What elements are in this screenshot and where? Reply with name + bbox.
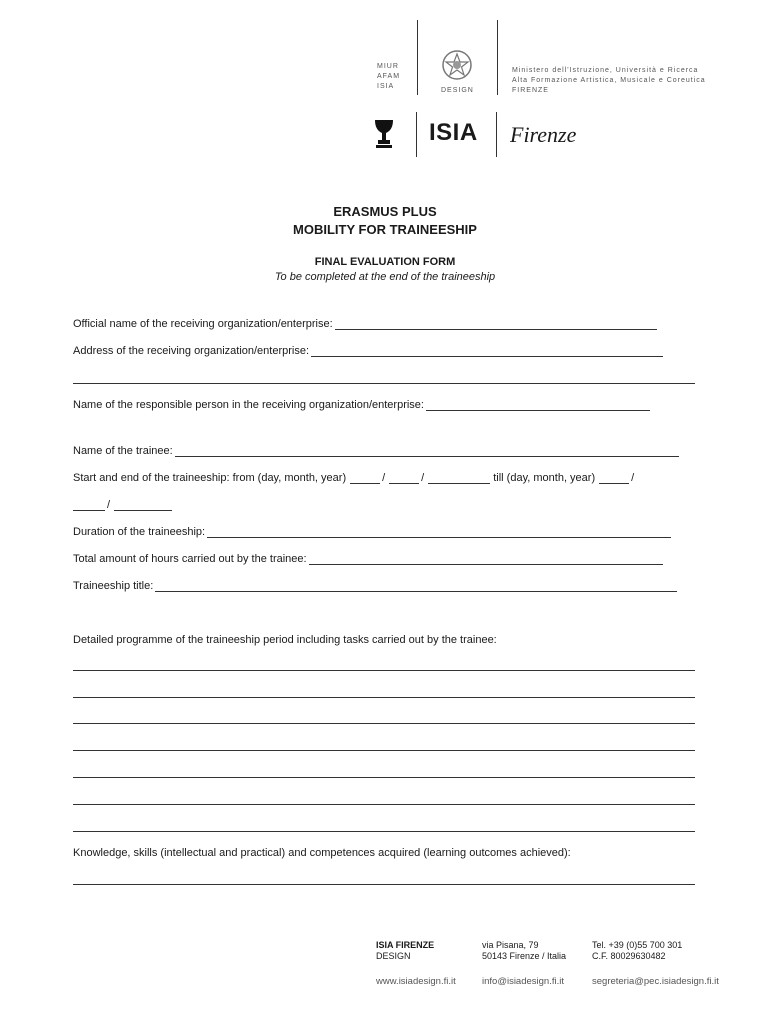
input-hours[interactable]	[309, 563, 663, 565]
label-trainee: Name of the trainee:	[73, 445, 173, 457]
input-address[interactable]	[311, 355, 663, 357]
label-programme: Detailed programme of the traineeship period including tasks carried out by the trainee:	[73, 634, 497, 646]
field-programme	[73, 634, 497, 646]
form-subtitle: To be completed at the end of the traineeship	[274, 271, 496, 283]
label-address: Address of the receiving organization/enterprise:	[73, 345, 310, 357]
input-address-line2[interactable]	[73, 383, 695, 384]
input-start-day[interactable]	[350, 482, 380, 484]
footer-contacts	[592, 940, 682, 962]
footer-address-city: 50143 Firenze / Italia	[482, 951, 567, 961]
footer-email-link[interactable]: info@isiadesign.fi.it	[482, 976, 564, 987]
logo-isia: ISIA	[429, 119, 478, 146]
footer-org-name: ISIA FIRENZE	[376, 940, 435, 950]
label-start-end: Start and end of the traineeship: from (day, month, year)	[73, 472, 347, 484]
label-knowledge: Knowledge, skills (intellectual and practical) and competences acquired (learning outcomes achieved):	[73, 847, 571, 859]
header-divider-right	[497, 20, 498, 95]
header-alta-formazione: Alta Formazione Artistica, Musicale e Coreutica	[512, 77, 706, 84]
footer-website-link[interactable]: www.isiadesign.fi.it	[376, 976, 456, 987]
header-divider-left	[417, 20, 418, 95]
header-afam: AFAM	[377, 73, 401, 80]
input-programme-line5[interactable]	[73, 777, 695, 778]
form-title: FINAL EVALUATION FORM	[314, 256, 456, 268]
input-start-month[interactable]	[389, 482, 419, 484]
footer-tel: Tel. +39 (0)55 700 301	[592, 940, 683, 950]
footer-org	[376, 940, 434, 962]
title-erasmus: ERASMUS PLUS	[333, 204, 437, 219]
footer-cf: C.F. 80029630482	[592, 951, 666, 961]
input-end-year[interactable]	[114, 509, 172, 511]
input-programme-line6[interactable]	[73, 804, 695, 805]
field-start-end: Start and end of the traineeship: from (day, month, year) / / till (day, month, year) /	[73, 472, 635, 484]
input-responsible[interactable]	[426, 409, 650, 411]
label-responsible: Name of the responsible person in the receiving organization/enterprise:	[73, 399, 424, 411]
input-end-month[interactable]	[73, 509, 105, 511]
input-title[interactable]	[155, 590, 677, 592]
input-programme-line3[interactable]	[73, 723, 695, 724]
input-official-name[interactable]	[335, 328, 657, 330]
chalice-logo-icon	[373, 118, 395, 155]
input-programme-line4[interactable]	[73, 750, 695, 751]
header-isia: ISIA	[377, 83, 395, 90]
field-responsible	[73, 399, 650, 411]
field-title	[73, 580, 677, 592]
logo-firenze: Firenze	[510, 122, 577, 147]
input-programme-line2[interactable]	[73, 697, 695, 698]
label-duration: Duration of the traineeship:	[73, 526, 206, 538]
header-ministry-block	[512, 66, 706, 96]
label-till: till (day, month, year)	[493, 472, 596, 484]
label-official-name: Official name of the receiving organization/enterprise:	[73, 318, 333, 330]
label-hours: Total amount of hours carried out by the trainee:	[73, 553, 307, 565]
footer-pec-link[interactable]: segreteria@pec.isiadesign.fi.it	[592, 976, 719, 987]
footer-org-sub: DESIGN	[376, 951, 411, 961]
logo-divider-right	[496, 112, 497, 157]
field-knowledge	[73, 847, 571, 859]
footer-address	[482, 940, 566, 962]
title-mobility: MOBILITY FOR TRAINEESHIP	[293, 222, 477, 237]
input-duration[interactable]	[207, 536, 671, 538]
field-duration	[73, 526, 671, 538]
label-title: Traineeship title:	[73, 580, 154, 592]
header-miur: MIUR	[377, 63, 399, 70]
input-knowledge-line1[interactable]	[73, 884, 695, 885]
header-city: FIRENZE	[512, 87, 549, 94]
field-official-name	[73, 318, 657, 330]
header-left-block	[377, 62, 400, 92]
input-programme-line7[interactable]	[73, 831, 695, 832]
input-trainee[interactable]	[175, 455, 679, 457]
logo-divider-left	[416, 112, 417, 157]
input-start-year[interactable]	[428, 482, 490, 484]
field-hours	[73, 553, 663, 565]
footer-address-street: via Pisana, 79	[482, 940, 539, 950]
header-ministry: Ministero dell'Istruzione, Università e Ricerca	[512, 67, 699, 74]
field-trainee	[73, 445, 679, 457]
field-end-continued: /	[73, 499, 172, 511]
emblem-icon	[440, 48, 474, 87]
field-address	[73, 345, 663, 357]
input-programme-line1[interactable]	[73, 670, 695, 671]
input-end-day[interactable]	[599, 482, 629, 484]
header-design-label: DESIGN	[441, 87, 474, 94]
